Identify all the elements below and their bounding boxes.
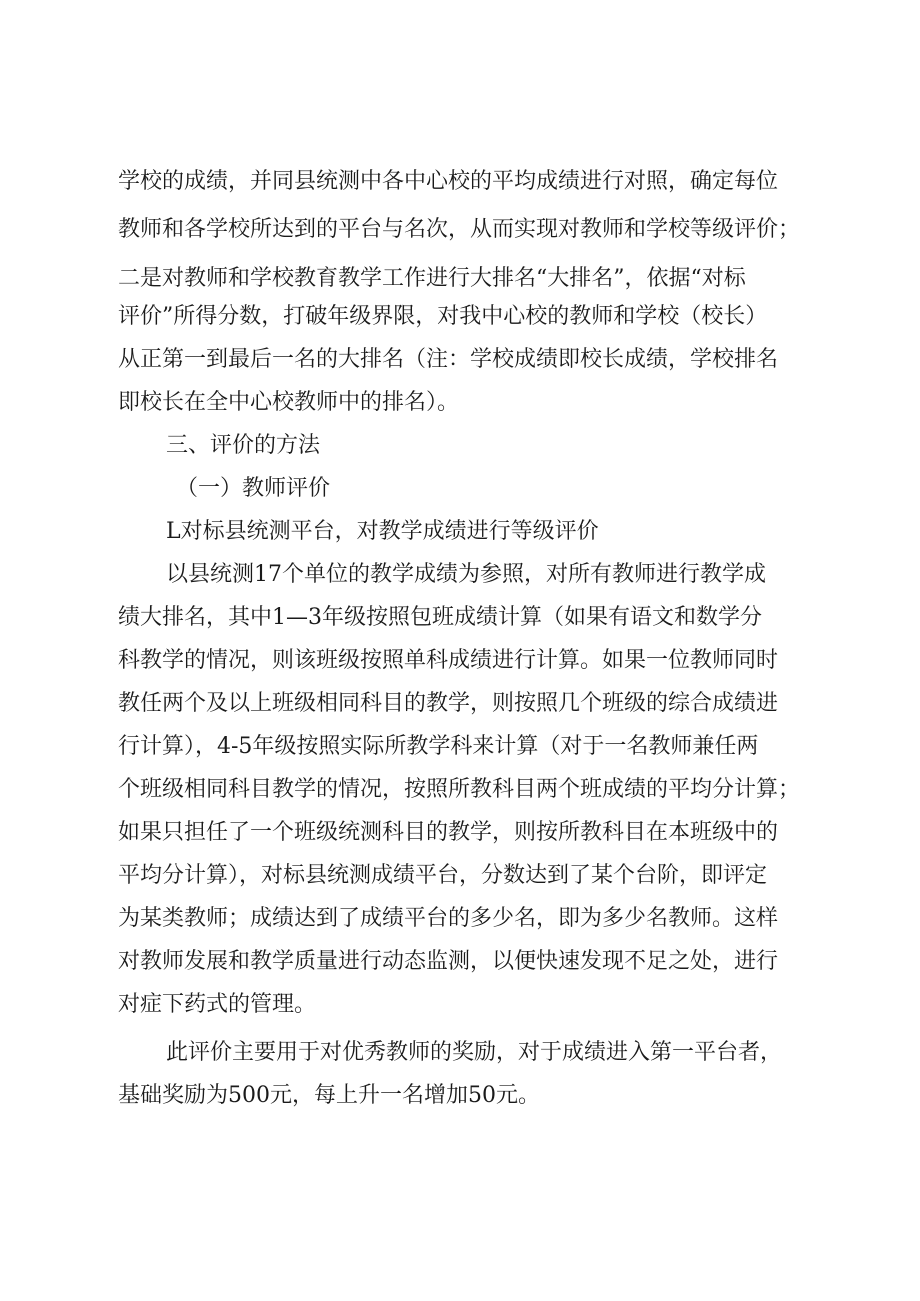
paragraph-line: 科教学的情况，则该班级按照单科成绩进行计算。如果一位教师同时	[118, 648, 779, 673]
paragraph-line: 行计算），4-5年级按照实际所教学科来计算（对于一名教师兼任两	[118, 734, 759, 759]
paragraph-line: 为某类教师；成绩达到了成绩平台的多少名，即为多少名教师。这样	[118, 906, 779, 931]
section-heading: 三、评价的方法	[166, 433, 321, 458]
paragraph-line: 教任两个及以上班级相同科目的教学，则按照几个班级的综合成绩进	[118, 691, 779, 716]
paragraph-line: 二是对教师和学校教育教学工作进行大排名“大排名”，依据“对标	[118, 266, 746, 291]
paragraph-line: 教师和各学校所达到的平台与名次，从而实现对教师和学校等级评价；	[118, 217, 801, 242]
paragraph-line: 基础奖励为500元，每上升一名增加50元。	[118, 1083, 540, 1108]
paragraph-line: 平均分计算），对标县统测成绩平台，分数达到了某个台阶，即评定	[118, 863, 768, 888]
paragraph-line: 个班级相同科目教学的情况，按照所教科目两个班成绩的平均分计算；	[118, 777, 801, 802]
paragraph-line: 评价”所得分数，打破年级界限，对我中心校的教师和学校（校长）	[118, 304, 768, 329]
paragraph-line: 对症下药式的管理。	[118, 992, 317, 1017]
item-heading: L对标县统测平台，对教学成绩进行等级评价	[166, 519, 599, 544]
paragraph-line: 此评价主要用于对优秀教师的奖励，对于成绩进入第一平台者，	[166, 1040, 783, 1065]
paragraph-line: 对教师发展和教学质量进行动态监测，以便快速发现不足之处，进行	[118, 949, 779, 974]
paragraph-line: 以县统测17个单位的教学成绩为参照，对所有教师进行教学成	[166, 562, 766, 587]
paragraph-line: 从正第一到最后一名的大排名（注：学校成绩即校长成绩，学校排名	[118, 347, 779, 372]
paragraph-line: 如果只担任了一个班级统测科目的教学，则按所教科目在本班级中的	[118, 820, 779, 845]
paragraph-line: 学校的成绩，并同县统测中各中心校的平均成绩进行对照，确定每位	[118, 169, 779, 194]
paragraph-line: 绩大排名，其中1—3年级按照包班成绩计算（如果有语文和数学分	[118, 605, 762, 630]
paragraph-line: 即校长在全中心校教师中的排名）。	[118, 390, 460, 415]
subsection-heading: （一）教师评价	[176, 476, 331, 501]
